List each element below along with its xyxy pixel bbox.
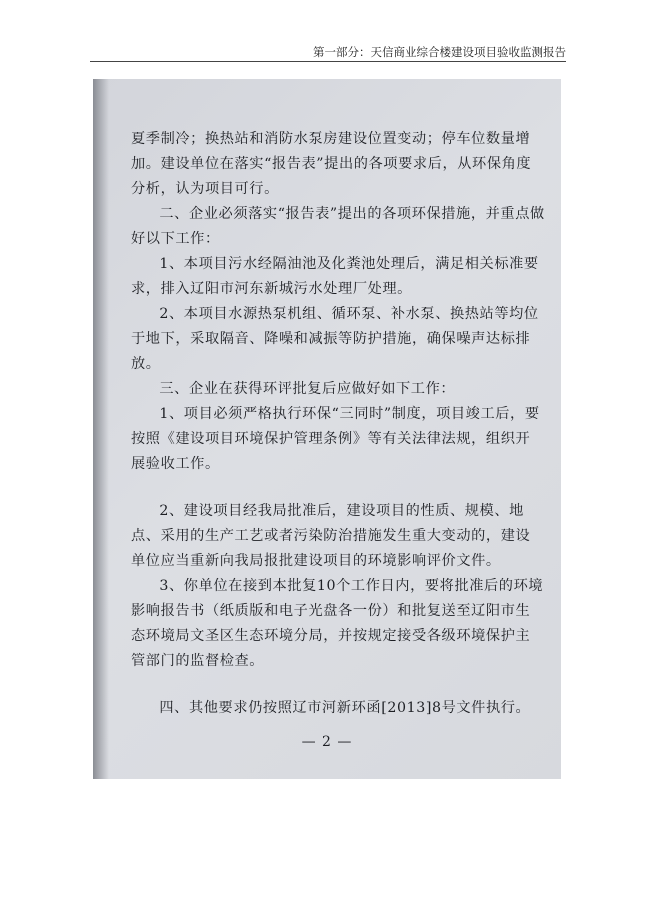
paragraph-4: 2、本项目水源热泵机组、循环泵、补水泵、换热站等均位于地下，采取隔音、降噪和减振等防护措施，确保噪声达标排放。 — [131, 306, 539, 372]
scan-edge-shadow — [93, 79, 109, 779]
paragraph-1: 夏季制冷；换热站和消防水泵房建设位置变动；停车位数量增加。建设单位在落实“报告表”提出的各项要求后，从环保角度分析，认为项目可行。 — [131, 131, 532, 197]
paragraph-9: 四、其他要求仍按照辽市河新环函[2013]8号文件执行。 — [159, 700, 531, 716]
paragraph-2: 二、企业必须落实“报告表”提出的各项环保措施，并重点做好以下工作： — [131, 206, 545, 247]
document-body — [131, 127, 545, 721]
paragraph-8: 3、你单位在接到本批复10个工作日内，要将批准后的环境影响报告书（纸质版和电子光盘各一份）和批复送至辽阳市生态环境局文圣区生态环境分局，并按规定接受各级环境保护主管部门的监督检查。 — [131, 578, 544, 669]
paragraph-6: 1、项目必须严格执行环保“三同时”制度，项目竣工后，要按照《建设项目环境保护管理条例》等有关法律法规，组织开展验收工作。 — [131, 406, 540, 472]
header-divider — [90, 61, 566, 62]
paragraph-7: 2、建设项目经我局批准后，建设项目的性质、规模、地点、采用的生产工艺或者污染防治措施发生重大变动的，建设单位应当重新向我局报批建设项目的环境影响评价文件。 — [131, 503, 531, 569]
page-header: 第一部分：天信商业综合楼建设项目验收监测报告 — [313, 45, 566, 59]
scanned-document-image — [93, 79, 561, 779]
paragraph-3: 1、本项目污水经隔油池及化粪池处理后，满足相关标准要求，排入辽阳市河东新城污水处理厂处理。 — [131, 256, 539, 297]
page-number: — 2 — — [301, 734, 353, 750]
paragraph-5: 三、企业在获得环评批复后应做好如下工作： — [159, 381, 456, 397]
